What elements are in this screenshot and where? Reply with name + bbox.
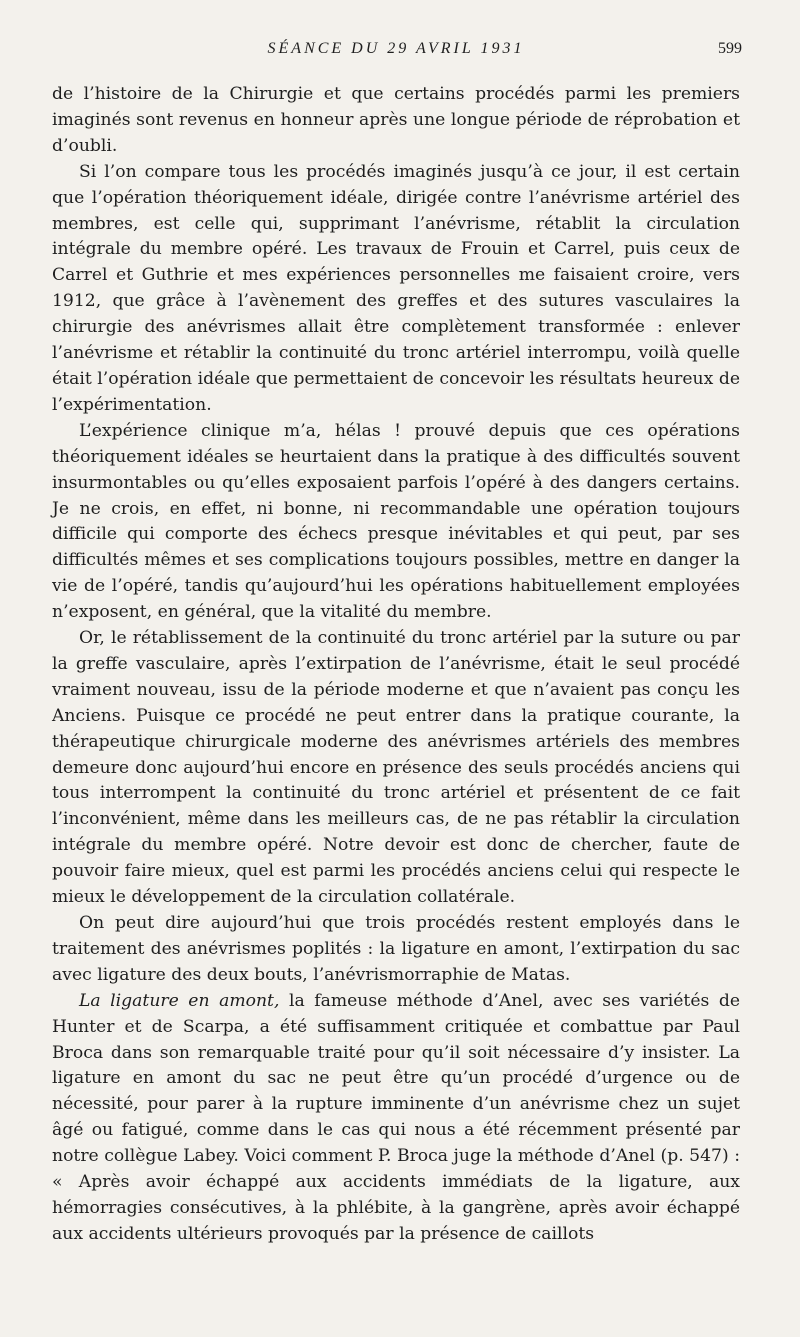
italic-lead: La ligature en amont, (79, 990, 280, 1011)
paragraph: Or, le rétablissement de la continuité du tronc artériel par la suture ou par la greffe vasculaire, après l’extirpation de l’anévrisme, était le seul procédé vraiment nouveau, issu de la période moderne et que n’avaient pas conçu les Anciens. Puisque ce procédé ne peut entrer dans la pratique courante, la thérapeutique chirurgicale moderne des anévrismes artériels des membres demeure donc aujourd’hui encore en présence des seuls procédés anciens qui tous interrompent la continuité du tronc artériel et présentent de ce fait l’inconvénient, même dans les meilleurs cas, de ne pas rétablir la circulation intégrale du membre opéré. Notre devoir est donc de chercher, faute de pouvoir faire mieux, quel est parmi les procédés anciens celui qui respecte le mieux le développement de la circulation collatérale. (52, 628, 740, 908)
paragraph (52, 989, 740, 1248)
paragraph: de l’histoire de la Chirurgie et que certains procédés parmi les premiers imaginés sont revenus en honneur après une longue période de réprobation et d’oubli. (52, 84, 740, 156)
page-number: 599 (718, 40, 742, 57)
paragraph: On peut dire aujourd’hui que trois procédés restent employés dans le traitement des anévrismes poplités : la ligature en amont, l’extirpation du sac avec ligature des deux bouts, l’anévrismorraphie de Matas. (52, 913, 740, 985)
body-text (52, 82, 740, 1248)
paragraph: Si l’on compare tous les procédés imaginés jusqu’à ce jour, il est certain que l’opération théoriquement idéale, dirigée contre l’anévrisme artériel des membres, est celle qui, supprimant l’anévrisme, rétablit la circulation intégrale du membre opéré. Les travaux de Frouin et Carrel, puis ceux de Carrel et Guthrie et mes expériences personnelles me faisaient croire, vers 1912, que grâce à l’avènement des greffes et des sutures vasculaires la chirurgie des anévrismes allait être complètement transformée : enlever l’anévrisme et rétablir la continuité du tronc artériel interrompu, voilà quelle était l’opération idéale que permettaient de concevoir les résultats heureux de l’expérimentation. (52, 161, 740, 415)
page-header (52, 40, 740, 62)
running-title: SÉANCE DU 29 AVRIL 1931 (267, 40, 525, 57)
paragraph-text: la fameuse méthode d’Anel, avec ses variétés de Hunter et de Scarpa, a été suffisamment critiquée et combattue par Paul Broca dans son remarquable traité pour qu’il soit nécessaire d’y insister. La ligature en amont du sac ne peut être qu’un procédé d’urgence ou de nécessité, pour parer à la rupture imminente d’un anévrisme chez un sujet âgé ou fatigué, comme dans le cas qui nous a été récemment présenté par notre collègue Labey. Voici comment P. Broca juge la méthode d’Anel (p. 547) : « Après avoir échappé aux accidents immédiats de la ligature, aux hémorragies consécutives, à la phlébite, à la gangrène, après avoir échappé aux accidents ultérieurs provoqués par la présence de caillots (52, 990, 741, 1244)
paragraph: L’expérience clinique m’a, hélas ! prouvé depuis que ces opérations théoriquement idéales se heurtaient dans la pratique à des difficultés souvent insurmontables ou qu’elles exposaient parfois l’opéré à des dangers certains. Je ne crois, en effet, ni bonne, ni recommandable une opération toujours difficile qui comporte des échecs presque inévitables et qui peut, par ses difficultés mêmes et ses complications toujours possibles, mettre en danger la vie de l’opéré, tandis qu’aujourd’hui les opérations habituellement employées n’exposent, en général, que la vitalité du membre. (52, 420, 740, 623)
